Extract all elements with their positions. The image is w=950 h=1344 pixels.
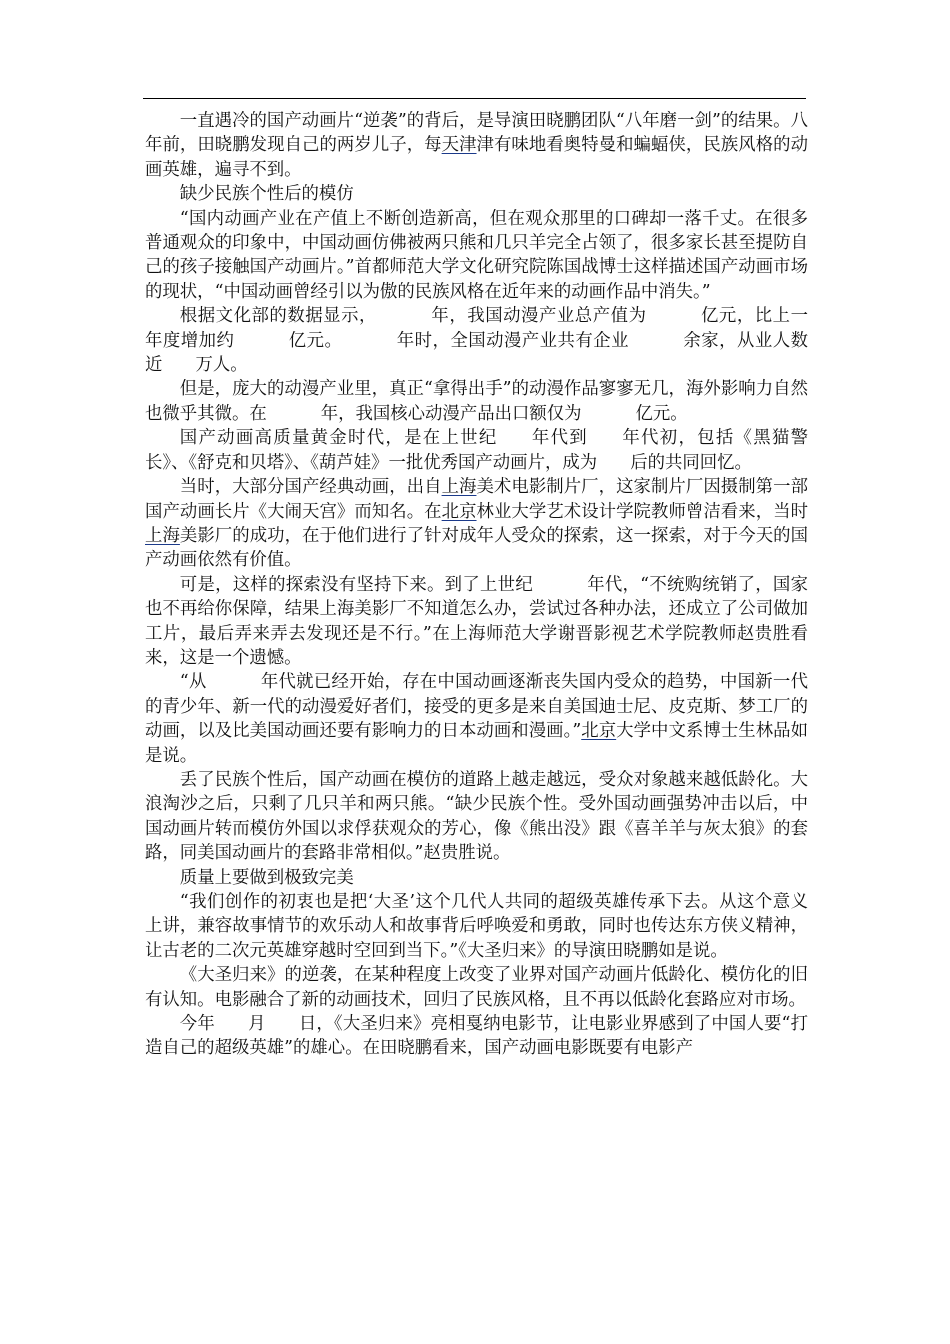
paragraph-6: 当时，大部分国产经典动画，出自上海美术电影制片厂，这家制片厂因摄制第一部国产动画长片《大闹天宫》而知名。在北京林业大学艺术设计学院教师曾洁看来，当时上海美影厂的成功，在于他们进行了针对成年人受众的探索，这一探索，对于今天的国产动画依然有价值。 bbox=[145, 477, 808, 571]
paragraph-8: “从 年代就已经开始，存在中国动画逐渐丧失国内受众的趋势，中国新一代的青少年、新一代的动漫爱好者们，接受的更多是来自美国迪士尼、皮克斯、梦工厂的动画，以及比美国动画还要有影响力的日本动画和漫画。”北京大学中文系博士生林品如是说。 bbox=[145, 672, 808, 766]
paragraph-10: “我们创作的初衷也是把‘大圣’这个几代人共同的超级英雄传承下去。从这个意义上讲，兼容故事情节的欢乐动人和故事背后呼唤爱和勇敢，同时也传达东方侠义精神，让古老的二次元英雄穿越时空回到当下。”《大圣归来》的导演田晓鹏如是说。 bbox=[145, 892, 808, 961]
section-heading-2: 质量上要做到极致完美 bbox=[179, 867, 354, 888]
paragraph-12: 今年 月 日，《大圣归来》亮相戛纳电影节，让电影业界感到了中国人要“打造自己的超级英雄”的雄心。在田晓鹏看来，国产动画电影既要有电影产 bbox=[145, 1014, 808, 1059]
paragraph-5: 国产动画高质量黄金时代，是在上世纪 年代到 年代初，包括《黑猫警长》、《舒克和贝塔》、《葫芦娃》一批优秀国产动画片，成为 后的共同回忆。 bbox=[145, 428, 808, 473]
paragraph-11: 《大圣归来》的逆袭，在某种程度上改变了业界对国产动画片低龄化、模仿化的旧有认知。电影融合了新的动画技术，回归了民族风格，且不再以低龄化套路应对市场。 bbox=[145, 965, 808, 1010]
paragraph-3: 根据文化部的数据显示， 年，我国动漫产业总产值为 亿元，比上一年度增加约 亿元。 年时，全国动漫产业共有企业 余家，从业人数近 万人。 bbox=[145, 306, 808, 376]
underlined-term: 天津 bbox=[441, 135, 477, 156]
paragraph-7: 可是，这样的探索没有坚持下来。到了上世纪 年代，“不统购统销了，国家也不再给你保障，结果上海美影厂不知道怎么办，尝试过各种办法，还成立了公司做加工片，最后弄来弄去发现还是不行。”在上海师范大学谢晋影视艺术学院教师赵贵胜看来，这是一个遗憾。 bbox=[145, 574, 808, 668]
paragraph-1: 一直遇冷的国产动画片“逆袭”的背后，是导演田晓鹏团队“八年磨一剑”的结果。八年前，田晓鹏发现自己的两岁儿子，每天津津有味地看奥特曼和蝙蝠侠，民族风格的动画英雄，遍寻不到。 bbox=[145, 111, 808, 180]
underlined-term: 北京 bbox=[441, 501, 477, 522]
paragraph-9: 丢了民族个性后，国产动画在模仿的道路上越走越远，受众对象越来越低龄化。大浪淘沙之后，只剩了几只羊和两只熊。“缺少民族个性。受外国动画强势冲击以后，中国动画片转而模仿外国以求俘获观众的芳心，像《熊出没》跟《喜羊羊与灰太狼》的套路，同美国动画片的套路非常相似。”赵贵胜说。 bbox=[145, 769, 808, 864]
paragraph-2: “国内动画产业在产值上不断创造新高，但在观众那里的口碑却一落千丈。在很多普通观众的印象中，中国动画仿佛被两只熊和几只羊完全占领了，很多家长甚至提防自己的孩子接触国产动画片。”首都师范大学文化研究院陈国战博士这样描述国产动画市场的现状，“中国动画曾经引以为傲的民族风格在近年来的动画作品中消失。” bbox=[145, 208, 808, 302]
paragraph-4: 但是，庞大的动漫产业里，真正“拿得出手”的动漫作品寥寥无几，海外影响力自然也微乎其微。在 年，我国核心动漫产品出口额仅为 亿元。 bbox=[145, 379, 808, 424]
article-body bbox=[145, 109, 808, 1061]
underlined-term: 北京 bbox=[581, 721, 617, 742]
underlined-term: 上海 bbox=[441, 477, 477, 498]
header-rule bbox=[143, 98, 806, 99]
underlined-term: 上海 bbox=[145, 525, 180, 546]
section-heading-1: 缺少民族个性后的模仿 bbox=[179, 184, 354, 205]
